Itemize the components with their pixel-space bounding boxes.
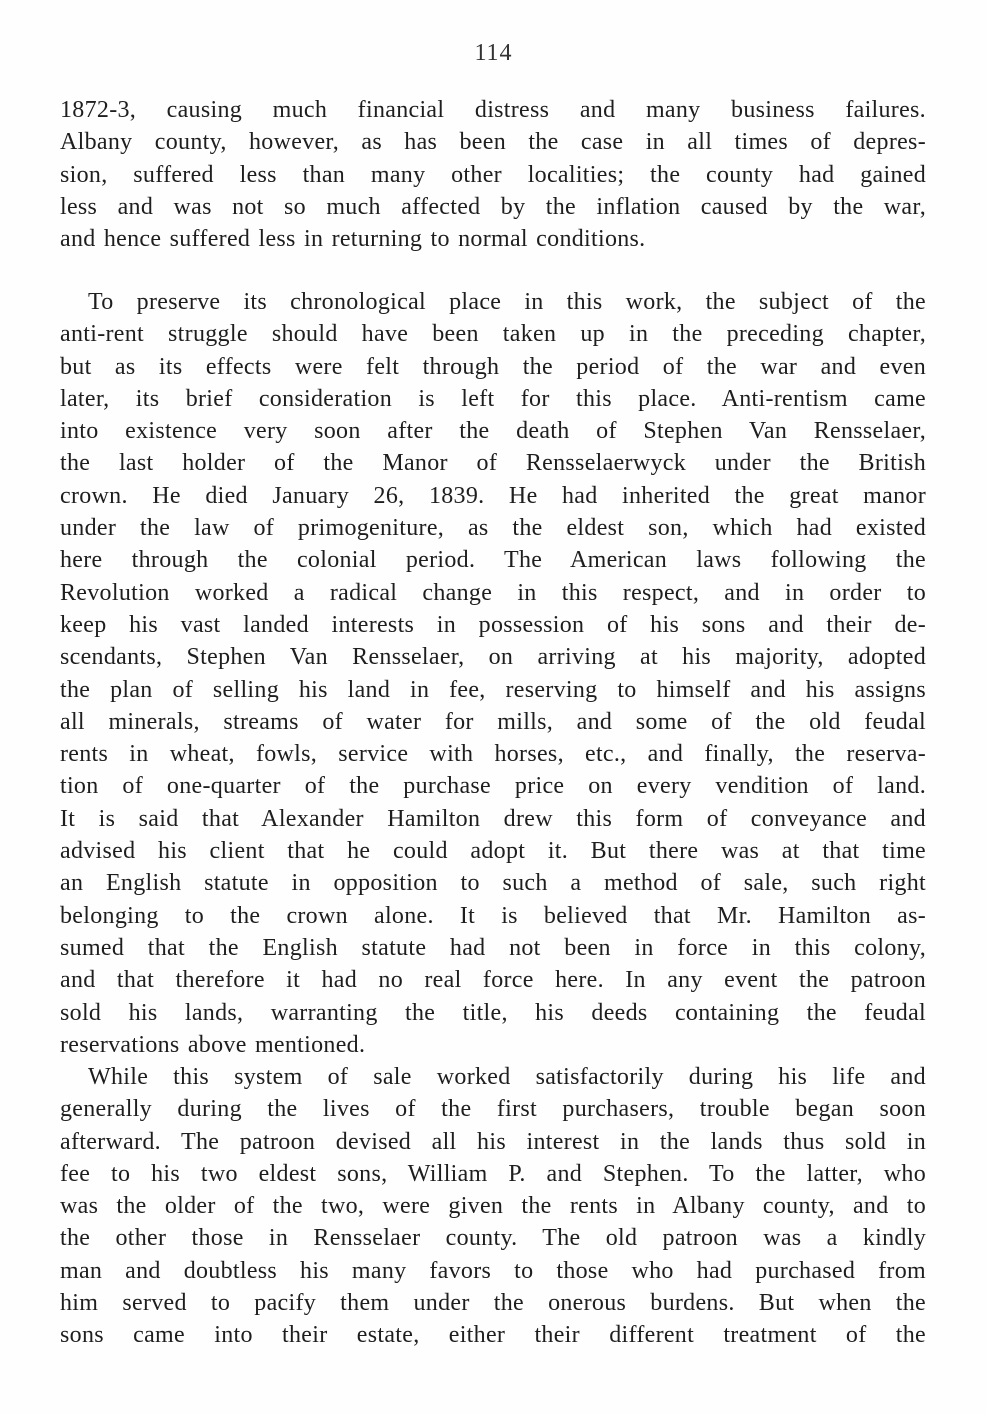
page-number: 114 <box>474 40 513 66</box>
text-line: To preserve its chronological place in this work, the subject of the <box>88 289 926 315</box>
text-line: less and was not so much affected by the inflation caused by the war, <box>60 193 926 220</box>
text-line: and that therefore it had no real force here. In any event the patroon <box>60 967 926 994</box>
text-line: him served to pacify them under the onerous burdens. But when the <box>60 1290 926 1317</box>
text-line: and hence suffered less in returning to normal conditions. <box>60 226 646 253</box>
text-line: later, its brief consideration is left for this place. Anti-rentism came <box>60 385 926 412</box>
text-line: the other those in Rensselaer county. The old patroon was a kindly <box>60 1225 926 1252</box>
text-line: the plan of selling his land in fee, reserving to himself and his assigns <box>60 676 926 703</box>
text-line: sumed that the English statute had not been in force in this colony, <box>60 934 926 961</box>
text-line: was the older of the two, were given the rents in Albany county, and to <box>60 1193 926 1220</box>
text-line: reservations above mentioned. <box>60 1031 366 1058</box>
paragraph-1 <box>60 94 926 255</box>
text-line: here through the colonial period. The American laws following the <box>60 547 926 574</box>
text-line: all minerals, streams of water for mills, and some of the old feudal <box>60 708 926 735</box>
text-line: rents in wheat, fowls, service with horses, etc., and finally, the reserva- <box>60 741 926 768</box>
text-line: afterward. The patroon devised all his interest in the lands thus sold in <box>60 1128 926 1155</box>
text-line: man and doubtless his many favors to those who had purchased from <box>60 1257 926 1284</box>
text-line: sion, suffered less than many other localities; the county had gained <box>60 161 926 188</box>
paragraph-2 <box>60 286 926 1061</box>
text-line: While this system of sale worked satisfactorily during his life and <box>88 1064 926 1090</box>
text-line: advised his client that he could adopt it. But there was at that time <box>60 838 926 865</box>
text-line: tion of one-quarter of the purchase price on every vendition of land. <box>60 773 926 800</box>
text-line: sons came into their estate, either their different treatment of the <box>60 1322 926 1349</box>
text-line: the last holder of the Manor of Rensselaerwyck under the British <box>60 450 926 477</box>
text-line: Revolution worked a radical change in this respect, and in order to <box>60 579 926 606</box>
text-line: sold his lands, warranting the title, his deeds containing the feudal <box>60 999 926 1026</box>
text-line: fee to his two eldest sons, William P. and Stephen. To the latter, who <box>60 1160 926 1187</box>
text-line: but as its effects were felt through the period of the war and even <box>60 353 926 380</box>
text-line: into existence very soon after the death of Stephen Van Rensselaer, <box>60 418 926 445</box>
text-line: scendants, Stephen Van Rensselaer, on arriving at his majority, adopted <box>60 644 926 671</box>
text-line: an English statute in opposition to such a method of sale, such right <box>60 870 926 897</box>
text-line: belonging to the crown alone. It is believed that Mr. Hamilton as- <box>60 902 926 929</box>
text-line: under the law of primogeniture, as the eldest son, which had existed <box>60 515 926 542</box>
text-line: 1872-3, causing much financial distress and many business failures. <box>60 97 926 123</box>
text-line: keep his vast landed interests in possession of his sons and their de- <box>60 611 926 638</box>
text-line: anti-rent struggle should have been taken up in the preceding chapter, <box>60 321 926 348</box>
text-line: Albany county, however, as has been the case in all times of depres- <box>60 129 926 156</box>
text-line: It is said that Alexander Hamilton drew this form of conveyance and <box>60 805 926 832</box>
text-line: crown. He died January 26, 1839. He had inherited the great manor <box>60 482 926 509</box>
paragraph-3 <box>60 1061 926 1352</box>
text-line: generally during the lives of the first purchasers, trouble began soon <box>60 1096 926 1123</box>
